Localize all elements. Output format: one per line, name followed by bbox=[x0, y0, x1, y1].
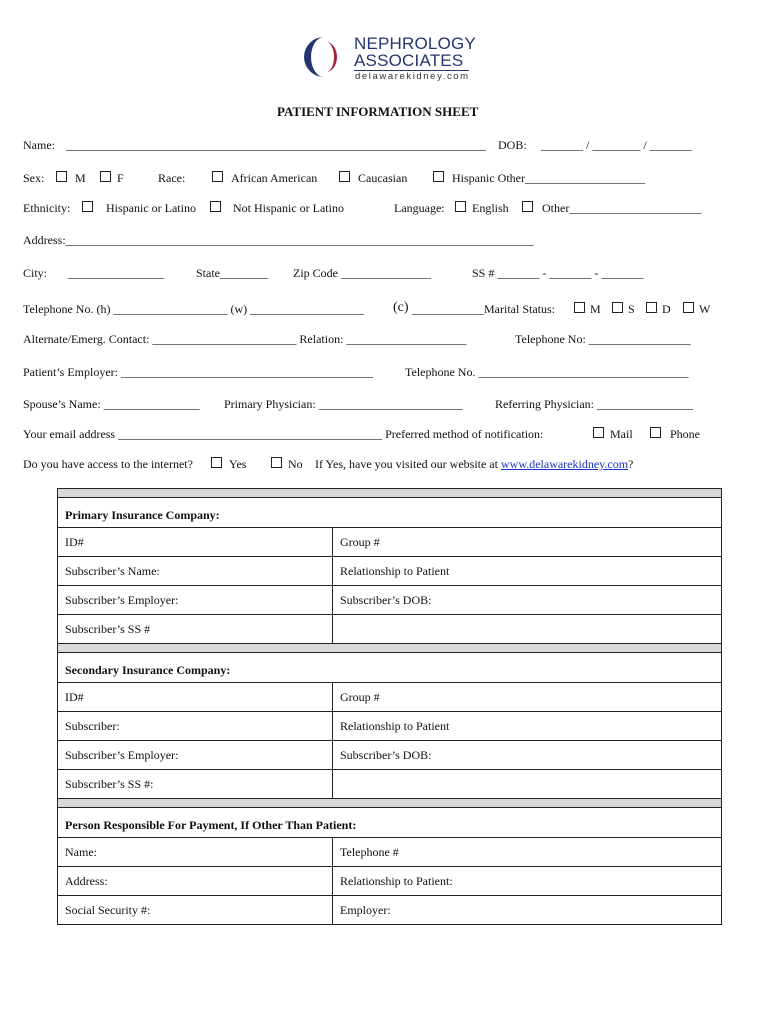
race-label: Race: bbox=[158, 171, 186, 185]
lang-english-checkbox[interactable] bbox=[455, 201, 466, 212]
notify-phone-checkbox[interactable] bbox=[650, 427, 661, 438]
sex-f-checkbox[interactable] bbox=[100, 171, 111, 182]
race-caucasian-checkbox[interactable] bbox=[339, 171, 350, 182]
eth-not-hispanic-checkbox[interactable] bbox=[210, 201, 221, 212]
name-field[interactable]: ______________________________________________________________________ bbox=[66, 138, 486, 152]
logo-line1: NEPHROLOGY bbox=[354, 34, 476, 53]
secondary-group-field[interactable]: Group # bbox=[333, 683, 722, 712]
primary-physician-field[interactable]: Primary Physician: ________________________ bbox=[224, 397, 463, 411]
logo-url: delawarekidney.com bbox=[355, 71, 470, 82]
marital-d-checkbox[interactable] bbox=[646, 302, 657, 313]
logo-mark-icon bbox=[302, 34, 346, 80]
insurance-table bbox=[57, 488, 722, 925]
eth-hispanic-label: Hispanic or Latino bbox=[106, 201, 196, 215]
dob-label: DOB: bbox=[498, 138, 527, 152]
primary-subscriber-dob-field[interactable]: Subscriber’s DOB: bbox=[333, 586, 722, 615]
page-title: PATIENT INFORMATION SHEET bbox=[277, 104, 479, 119]
telephone-field[interactable]: Telephone No. (h) ___________________ (w) ___________________ bbox=[23, 302, 365, 316]
sex-label: Sex: bbox=[23, 171, 45, 185]
race-aa-label: African American bbox=[231, 171, 318, 185]
primary-subscriber-employer-field[interactable]: Subscriber’s Employer: bbox=[58, 586, 333, 615]
ss-field[interactable]: SS # _______ - _______ - _______ bbox=[472, 266, 644, 280]
name-label: Name: bbox=[23, 138, 55, 152]
city-label: City: bbox=[23, 266, 48, 280]
eth-not-hispanic-label: Not Hispanic or Latino bbox=[233, 201, 344, 215]
race-hispanic-other[interactable]: Hispanic Other____________________ bbox=[452, 171, 645, 185]
secondary-subscriber-dob-field[interactable]: Subscriber’s DOB: bbox=[333, 741, 722, 770]
website-question-end: ? bbox=[628, 457, 634, 471]
section-divider bbox=[58, 799, 722, 808]
marital-d-label: D bbox=[662, 302, 671, 316]
internet-yes-label: Yes bbox=[229, 457, 247, 471]
secondary-subscriber-employer-field[interactable]: Subscriber’s Employer: bbox=[58, 741, 333, 770]
lang-other-field[interactable]: Other______________________ bbox=[542, 201, 702, 215]
secondary-subscriber-field[interactable]: Subscriber: bbox=[58, 712, 333, 741]
website-link[interactable]: www.delawarekidney.com bbox=[500, 457, 629, 471]
marital-w-label: W bbox=[699, 302, 711, 316]
secondary-relationship-field[interactable]: Relationship to Patient bbox=[333, 712, 722, 741]
internet-no-checkbox[interactable] bbox=[271, 457, 282, 468]
race-hispanic-checkbox[interactable] bbox=[433, 171, 444, 182]
alt-telephone-field[interactable]: Telephone No: _________________ bbox=[515, 332, 691, 346]
race-caucasian-label: Caucasian bbox=[358, 171, 408, 185]
empty-cell bbox=[333, 615, 722, 644]
marital-s-checkbox[interactable] bbox=[612, 302, 623, 313]
section-divider bbox=[58, 489, 722, 498]
internet-no-label: No bbox=[288, 457, 303, 471]
responsible-party-header: Person Responsible For Payment, If Other Than Patient: bbox=[58, 808, 722, 838]
website-question bbox=[315, 457, 633, 472]
race-aa-checkbox[interactable] bbox=[212, 171, 223, 182]
lang-other-checkbox[interactable] bbox=[522, 201, 533, 212]
primary-group-field[interactable]: Group # bbox=[333, 528, 722, 557]
state-field[interactable]: State________ bbox=[196, 266, 268, 280]
internet-question: Do you have access to the internet? bbox=[23, 457, 193, 471]
responsible-address-field[interactable]: Address: bbox=[58, 867, 333, 896]
employer-telephone-field[interactable]: Telephone No. ___________________________________ bbox=[405, 365, 689, 379]
email-field[interactable]: Your email address ____________________________________________ Preferred method of notification: bbox=[23, 427, 544, 441]
responsible-ssn-field[interactable]: Social Security #: bbox=[58, 896, 333, 925]
city-field[interactable]: ________________ bbox=[68, 266, 164, 280]
eth-hispanic-checkbox[interactable] bbox=[82, 201, 93, 212]
empty-cell bbox=[333, 770, 722, 799]
marital-s-label: S bbox=[628, 302, 635, 316]
sex-m-label: M bbox=[75, 171, 86, 185]
internet-yes-checkbox[interactable] bbox=[211, 457, 222, 468]
primary-subscriber-name-field[interactable]: Subscriber’s Name: bbox=[58, 557, 333, 586]
website-question-text: If Yes, have you visited our website at bbox=[315, 457, 498, 471]
dob-field[interactable]: _______ / ________ / _______ bbox=[541, 138, 692, 152]
secondary-subscriber-ss-field[interactable]: Subscriber’s SS #: bbox=[58, 770, 333, 799]
secondary-insurance-header: Secondary Insurance Company: bbox=[58, 653, 722, 683]
language-label: Language: bbox=[394, 201, 445, 215]
marital-w-checkbox[interactable] bbox=[683, 302, 694, 313]
spouse-field[interactable]: Spouse’s Name: ________________ bbox=[23, 397, 200, 411]
section-divider bbox=[58, 644, 722, 653]
notify-phone-label: Phone bbox=[670, 427, 700, 441]
responsible-relationship-field[interactable]: Relationship to Patient: bbox=[333, 867, 722, 896]
alt-contact-field[interactable]: Alternate/Emerg. Contact: ________________________ Relation: ____________________ bbox=[23, 332, 467, 346]
primary-insurance-header: Primary Insurance Company: bbox=[58, 498, 722, 528]
employer-field[interactable]: Patient’s Employer: __________________________________________ bbox=[23, 365, 373, 379]
primary-relationship-field[interactable]: Relationship to Patient bbox=[333, 557, 722, 586]
marital-m-label: M bbox=[590, 302, 601, 316]
referring-physician-field[interactable]: Referring Physician: ________________ bbox=[495, 397, 693, 411]
ethnicity-label: Ethnicity: bbox=[23, 201, 71, 215]
notify-mail-checkbox[interactable] bbox=[593, 427, 604, 438]
primary-subscriber-ss-field[interactable]: Subscriber’s SS # bbox=[58, 615, 333, 644]
logo-line2: ASSOCIATES bbox=[354, 51, 464, 70]
marital-m-checkbox[interactable] bbox=[574, 302, 585, 313]
notify-mail-label: Mail bbox=[610, 427, 633, 441]
sex-f-label: F bbox=[117, 171, 124, 185]
responsible-employer-field[interactable]: Employer: bbox=[333, 896, 722, 925]
lang-english-label: English bbox=[472, 201, 509, 215]
address-field[interactable]: Address:______________________________________________________________________________ bbox=[23, 233, 534, 247]
responsible-telephone-field[interactable]: Telephone # bbox=[333, 838, 722, 867]
marital-status-label[interactable]: ____________Marital Status: bbox=[412, 302, 555, 316]
zip-field[interactable]: Zip Code _______________ bbox=[293, 266, 431, 280]
tel-cell-label: (c) bbox=[393, 300, 409, 315]
sex-m-checkbox[interactable] bbox=[56, 171, 67, 182]
responsible-name-field[interactable]: Name: bbox=[58, 838, 333, 867]
secondary-id-field[interactable]: ID# bbox=[58, 683, 333, 712]
primary-id-field[interactable]: ID# bbox=[58, 528, 333, 557]
